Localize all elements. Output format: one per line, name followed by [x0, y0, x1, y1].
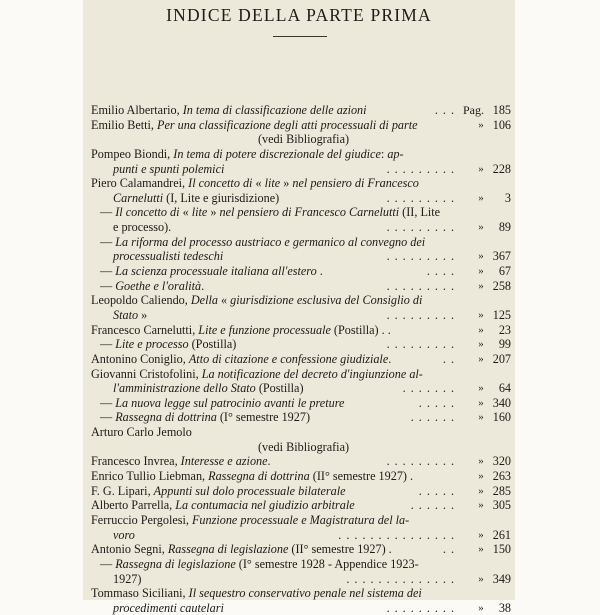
entry-plain-text: Francesco Invrea, [91, 454, 181, 469]
page-label: Pag. [463, 103, 484, 117]
entry-plain-text: (vedi Bibliografia) [258, 439, 350, 454]
leader-dots: .. [442, 542, 459, 557]
page-number: 160 [492, 410, 511, 425]
leader-dots: ......... [386, 220, 459, 235]
entry-plain-text: Pompeo Biondi, [91, 146, 174, 161]
entry-line [83, 586, 515, 601]
leader-dots: ......... [386, 190, 459, 205]
entry-line [83, 191, 515, 206]
entry-plain-text: (I° semestre 1927) [216, 410, 311, 425]
page-number: 320 [492, 454, 511, 469]
entry-title-text: giurisdizione esclusiva del Consiglio di [230, 293, 423, 308]
entry-text [258, 440, 349, 455]
entry-line [83, 205, 515, 220]
entry-plain-text: Francesco Carnelutti, [91, 322, 199, 337]
ditto-mark: » [478, 601, 484, 614]
entry-plain-text: (II° semestre 1927) . [288, 542, 392, 557]
page-number: 23 [498, 322, 511, 337]
entry-title-text: In tema di potere discrezionale del giudice [173, 146, 381, 161]
entry-title-text: Goethe e l'oralità [115, 278, 202, 293]
leader-dots: ...... [410, 498, 459, 513]
entry-plain-text: (vedi Bibliografia) [258, 132, 350, 147]
entry-plain-text: — [100, 410, 116, 425]
entry-title-text: In tema di classificazione delle azioni [182, 103, 367, 117]
entry-plain-text: » [138, 307, 148, 322]
page-number: 261 [492, 527, 511, 542]
index-entry [83, 323, 515, 352]
entry-line [83, 352, 515, 367]
leader-dots: .. [442, 351, 459, 366]
entry-line [83, 337, 515, 352]
entry-text [100, 557, 419, 572]
index-entry [83, 293, 515, 322]
entry-plain-text: Alberto Parrella, [91, 498, 176, 513]
entry-title-text: Funzione processuale e Magistratura del la- [191, 512, 410, 527]
entry-title-text: La scienza processuale italiana all'estero [115, 264, 317, 279]
ditto-mark: » [478, 221, 484, 234]
entry-plain-text: 1927) [113, 571, 142, 586]
entry-title-text: Appunti sul dolo processuale bilaterale [153, 483, 346, 498]
leader-dots: .............. [346, 571, 459, 586]
ditto-mark: » [478, 455, 484, 468]
page-number: 67 [498, 264, 511, 279]
entry-line [83, 132, 515, 147]
page-number: 38 [498, 600, 511, 615]
page-number: 125 [492, 307, 511, 322]
entry-title-text: Rassegna di legislazione [167, 542, 289, 557]
index-entry [83, 425, 515, 454]
ditto-mark: » [478, 250, 484, 263]
leader-dots: ..... [418, 483, 459, 498]
entry-plain-text: Tommaso Siciliani, [91, 586, 189, 601]
ditto-mark: » [478, 191, 484, 204]
entry-text [91, 513, 409, 528]
index-entry [83, 513, 515, 542]
entry-plain-text: Emilio Betti, [91, 117, 158, 132]
page-number: 3 [504, 190, 511, 205]
entry-text [91, 293, 422, 308]
index-entries [83, 103, 515, 615]
entry-line [83, 484, 515, 499]
entry-title-text: Atto di citazione e confessione giudiziale [188, 351, 389, 366]
entry-plain-text: (Postilla) [255, 381, 304, 396]
ditto-mark: » [478, 411, 484, 424]
entry-plain-text: Enrico Tullio Liebman, [91, 469, 209, 484]
entry-line [83, 557, 515, 572]
ditto-mark: » [478, 118, 484, 131]
entry-line [83, 103, 515, 118]
entry-title-text: nel pensiero di Francesco Carnelutti [219, 205, 400, 220]
entry-title-text: La nuova legge sul patrocinio avanti le preture [115, 395, 345, 410]
page-number: 150 [492, 542, 511, 557]
entry-text [91, 586, 422, 601]
entry-plain-text: (II, Lite [399, 205, 441, 220]
ditto-mark: » [478, 162, 484, 175]
entry-plain-text: (I° semestre 1928 - Appendice 1923- [235, 556, 419, 571]
entry-line [83, 308, 515, 323]
ditto-mark: » [478, 338, 484, 351]
ditto-mark: » [478, 323, 484, 336]
ditto-mark: » [478, 528, 484, 541]
index-heading: INDICE DELLA PARTE PRIMA [166, 5, 432, 25]
entry-title-text: Lite e funzione processuale [198, 322, 331, 337]
entry-line [83, 440, 515, 455]
entry-title-text: Rassegna di dottrina [208, 469, 310, 484]
entry-plain-text: Antonio Segni, [91, 542, 168, 557]
entry-plain-text: Piero Calamandrei, [91, 176, 189, 191]
entry-text [91, 176, 419, 191]
entry-title-text: La riforma del processo austriaco e germanico al convegno dei [115, 234, 426, 249]
entry-plain-text: » [280, 176, 293, 191]
entry-line [83, 235, 515, 250]
page-number: 263 [492, 469, 511, 484]
leader-dots: ....... [402, 381, 459, 396]
entry-plain-text: Antonino Coniglio, [91, 351, 189, 366]
entry-plain-text: Leopoldo Caliendo, [91, 293, 191, 308]
entry-line [83, 498, 515, 513]
ditto-mark: » [478, 382, 484, 395]
entry-title-text: voro [113, 527, 135, 542]
entry-plain-text: . [388, 351, 392, 366]
entry-plain-text: » [207, 205, 220, 220]
entry-title-text: Carnelutti [113, 190, 164, 205]
entry-title-text: Lite e processo [115, 337, 189, 352]
index-entry [83, 484, 515, 499]
entry-plain-text: — [100, 234, 116, 249]
entry-line [83, 601, 515, 615]
index-entry [83, 586, 515, 615]
entry-line [83, 528, 515, 543]
entry-line [83, 454, 515, 469]
leader-dots: ... [434, 103, 459, 117]
ditto-mark: » [478, 352, 484, 365]
entry-plain-text: — [100, 337, 116, 352]
leader-dots: ............... [338, 527, 459, 542]
entry-line [83, 162, 515, 177]
entry-plain-text: — [100, 278, 116, 293]
entry-plain-text: e processo). [113, 220, 172, 235]
ditto-mark: » [478, 543, 484, 556]
entry-plain-text: « [179, 205, 192, 220]
entry-title-text: Della [190, 293, 218, 308]
page-number: 106 [492, 117, 511, 132]
ditto-mark: » [478, 572, 484, 585]
leader-dots: ......... [386, 337, 459, 352]
ditto-mark: » [478, 265, 484, 278]
ditto-mark: » [478, 279, 484, 292]
entry-line [83, 425, 515, 440]
book-page [83, 0, 515, 615]
leader-dots: ...... [410, 410, 459, 425]
leader-dots: ......... [386, 249, 459, 264]
ditto-mark: » [478, 396, 484, 409]
leader-dots: ..... [418, 395, 459, 410]
leader-dots: ......... [386, 307, 459, 322]
entry-line [83, 396, 515, 411]
entry-plain-text: « [252, 176, 265, 191]
leader-dots: ......... [386, 161, 459, 176]
page-number: 305 [492, 498, 511, 513]
entry-plain-text: « [217, 293, 231, 308]
leader-dots: ......... [386, 600, 459, 615]
entry-line [83, 264, 515, 279]
ditto-mark: » [478, 308, 484, 321]
entry-line [83, 513, 515, 528]
index-entry [83, 103, 515, 118]
entry-title-text: La contumacia nel giudizio arbitrale [175, 498, 355, 513]
entry-line [83, 147, 515, 162]
entry-title-text: procedimenti cautelari [113, 600, 224, 615]
entry-line [83, 220, 515, 235]
page-number: 367 [492, 249, 511, 264]
index-entry [83, 498, 515, 513]
entry-line [83, 176, 515, 191]
page-number: 207 [492, 351, 511, 366]
entry-title-text: lite [264, 176, 281, 191]
entry-title-text: lite [191, 205, 208, 220]
entry-plain-text: . [267, 454, 271, 469]
entry-title-text: punti e spunti polemici [113, 161, 225, 176]
entry-line [83, 118, 515, 133]
page-number: 185 [492, 103, 511, 117]
page-number: 89 [498, 220, 511, 235]
heading-rule [273, 36, 327, 37]
entry-line [83, 367, 515, 382]
entry-text [91, 323, 391, 338]
entry-line [83, 279, 515, 294]
entry-line [83, 469, 515, 484]
entry-title-text: processualisti tedeschi [113, 249, 224, 264]
entry-line [83, 542, 515, 557]
ditto-mark: » [478, 484, 484, 497]
entry-plain-text: (Postilla) [188, 337, 237, 352]
entry-title-text: l'amministrazione dello Stato [113, 381, 256, 396]
entry-title-text: Rassegna di legislazione [115, 556, 236, 571]
ditto-mark: » [478, 499, 484, 512]
page-number: 64 [498, 381, 511, 396]
entry-text [100, 205, 440, 220]
leader-dots: .... [426, 264, 459, 279]
entry-plain-text: (Postilla) . . [330, 322, 391, 337]
entry-title-text: Il concetto di [188, 176, 253, 191]
entry-plain-text: — [100, 556, 116, 571]
entry-plain-text: Arturo Carlo Jemolo [91, 425, 192, 440]
entry-title-text: ap- [387, 146, 404, 161]
entry-title-text: Rassegna di dottrina [115, 410, 217, 425]
entry-plain-text: — [100, 395, 116, 410]
page-number: 228 [492, 161, 511, 176]
entry-line [83, 410, 515, 425]
index-entry [83, 469, 515, 484]
leader-dots: ......... [386, 454, 459, 469]
entry-plain-text: (II° semestre 1927) . [309, 469, 414, 484]
entry-title-text: Interesse e azione [180, 454, 268, 469]
entry-plain-text: Emilio Albertario, [91, 103, 183, 117]
entry-plain-text: : [380, 146, 388, 161]
entry-plain-text: Giovanni Cristofolini, [91, 366, 202, 381]
entry-plain-text: Ferruccio Pergolesi, [91, 512, 192, 527]
page-number: 340 [492, 395, 511, 410]
entry-plain-text: — [100, 205, 116, 220]
index-entry [83, 542, 515, 586]
index-entry [83, 147, 515, 176]
index-entry [83, 352, 515, 367]
ditto-mark: » [478, 470, 484, 483]
entry-line [83, 381, 515, 396]
leader-dots: ......... [386, 278, 459, 293]
entry-plain-text: . [201, 278, 205, 293]
entry-line [83, 293, 515, 308]
entry-line [83, 572, 515, 587]
entry-plain-text: F. G. Lipari, [91, 483, 154, 498]
index-entry [83, 118, 515, 147]
index-entry [83, 367, 515, 426]
entry-title-text: Il concetto di [115, 205, 180, 220]
entry-title-text: Il sequestro conservativo penale nel sistema dei [188, 586, 422, 601]
entry-text [91, 425, 192, 440]
entry-title-text: Stato [113, 307, 139, 322]
entry-title-text: La notificazione del decreto d'ingiunzione al- [201, 366, 423, 381]
entry-text [91, 147, 404, 162]
entry-text [91, 118, 418, 133]
index-entry [83, 176, 515, 293]
page-number: 99 [498, 337, 511, 352]
entry-title-text: Per una classificazione degli atti processuali di parte [157, 117, 418, 132]
entry-text [91, 469, 413, 484]
page-number: 258 [492, 278, 511, 293]
entry-plain-text: . [316, 264, 323, 279]
entry-text [100, 235, 425, 250]
entry-text [258, 132, 349, 147]
entry-text [91, 367, 423, 382]
page-number: 285 [492, 483, 511, 498]
entry-plain-text: — [100, 264, 116, 279]
page-number: 349 [492, 571, 511, 586]
index-entry [83, 454, 515, 469]
entry-title-text: nel pensiero di Francesco [292, 176, 419, 191]
entry-line [83, 249, 515, 264]
entry-line [83, 323, 515, 338]
entry-plain-text: (I, Lite e giurisdizione) [163, 190, 280, 205]
